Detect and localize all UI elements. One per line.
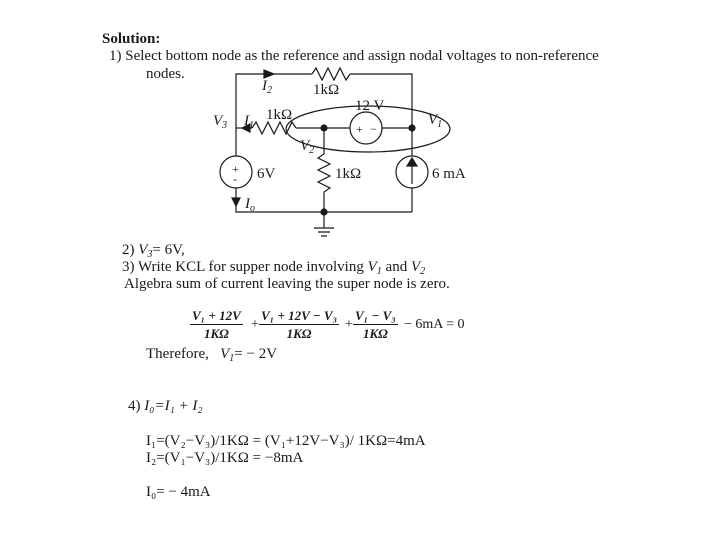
source-12v — [350, 112, 382, 144]
step4-line: 4) I₀=I₁ + I₂ — [128, 398, 203, 414]
equation-tail: − 6mA = 0 — [404, 317, 465, 332]
step3-line2: Algebra sum of current leaving the super node is zero. — [124, 276, 450, 292]
plus-2: + — [345, 317, 353, 332]
label-i1: $I_1$ — [244, 113, 254, 131]
fraction-2-numerator: V₁ + 12V − V₃ — [261, 308, 338, 323]
step1-line2: nodes. — [146, 66, 185, 82]
label-v2: $V_2$ — [300, 138, 315, 156]
ground-symbol — [314, 228, 334, 236]
label-i2: $I_2$ — [262, 78, 272, 96]
label-v3: $V_3$ — [213, 113, 228, 131]
label-6v-plus: + — [232, 162, 239, 176]
left-resistor — [252, 122, 296, 134]
i1-equation: I₁=(V₂−V₃)/1KΩ = (V₁+12V−V₃)/ 1KΩ=4mA — [146, 433, 426, 449]
label-6v-minus: - — [233, 172, 237, 186]
fraction-3-denominator: 1KΩ — [362, 326, 388, 341]
label-12v-plus: + — [356, 122, 363, 136]
io-arrow — [232, 198, 240, 206]
i0-result: I₀= − 4mA — [146, 484, 211, 500]
mid-resistor — [318, 154, 330, 192]
label-r-top: 1kΩ — [313, 82, 340, 98]
therefore-line: Therefore, $V_1= - 2V$ — [146, 346, 278, 364]
fraction-1-numerator: V₁ + 12V — [192, 308, 241, 323]
i2-arrow — [264, 70, 274, 78]
label-r-left: 1kΩ — [266, 107, 293, 123]
fraction-2 — [259, 308, 339, 342]
top-resistor — [312, 68, 350, 80]
label-12v-minus: − — [370, 122, 377, 136]
fraction-3 — [353, 308, 398, 342]
step1-line1: 1) Select bottom node as the reference and assign nodal voltages to non-reference — [109, 48, 599, 64]
label-r-mid: 1kΩ — [335, 166, 362, 182]
label-12v: 12 V — [355, 98, 385, 114]
fraction-2-denominator: 1KΩ — [286, 326, 312, 341]
fraction-1 — [190, 308, 243, 342]
label-6v: 6V — [257, 166, 276, 182]
step2: 2) $V_3= 6V$, — [122, 242, 185, 260]
label-io: $I_o$ — [245, 196, 255, 214]
solution-heading: Solution: — [102, 31, 161, 47]
fraction-3-numerator: V₁ − V₃ — [355, 308, 396, 323]
i2-equation: I₂=(V₁−V₃)/1KΩ = −8mA — [146, 450, 304, 466]
step3-line1: 3) Write KCL for supper node involving $V_1$ and $V_2$ — [122, 259, 426, 277]
label-6ma: 6 mA — [432, 166, 466, 182]
plus-1: + — [251, 317, 259, 332]
fraction-1-denominator: 1KΩ — [203, 326, 229, 341]
label-v1: $V_1$ — [428, 112, 443, 130]
source-6ma-arrowhead — [407, 158, 417, 166]
